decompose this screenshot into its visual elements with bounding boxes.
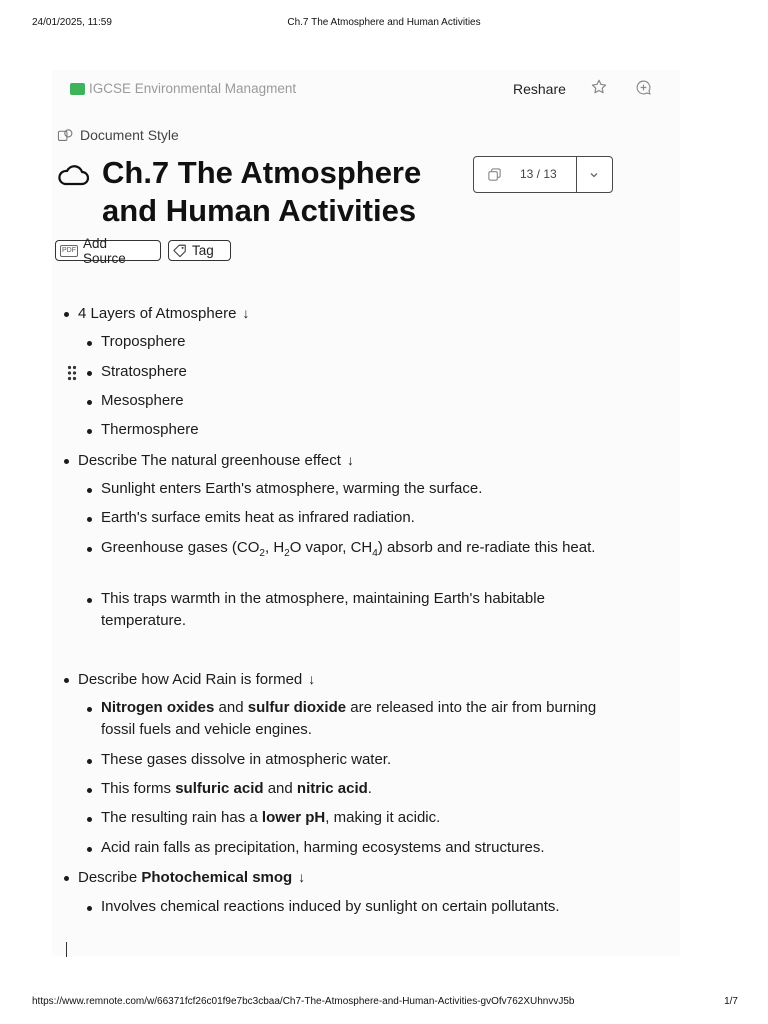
item-text: Sunlight enters Earth's atmosphere, warming the surface. <box>101 480 483 497</box>
text-run: are released into the air from burning fossil fuels and vehicle engines. <box>101 699 597 738</box>
chevron-down-icon[interactable] <box>588 169 600 181</box>
folder-icon <box>70 83 85 95</box>
bullet[interactable] <box>87 400 92 405</box>
top-bar <box>52 70 680 108</box>
reshare-button[interactable]: Reshare <box>513 81 566 97</box>
item-text: Earth's surface emits heat as infrared radiation. <box>101 509 415 526</box>
text-run: , H <box>264 539 285 556</box>
print-date: 24/01/2025, 11:59 <box>32 17 112 28</box>
text-run: This forms <box>101 780 176 797</box>
bullet[interactable] <box>87 598 92 603</box>
text-run: . <box>367 780 372 797</box>
tag-icon <box>173 244 187 257</box>
print-url: https://www.remnote.com/w/66371fcf26c01f9e7bc3cbaa/Ch7-The-Atmosphere-and-Human-Activities-gvOfv762XUhnvvJ5b <box>32 996 575 1007</box>
text-run: and <box>214 699 248 716</box>
bold-text: sulfuric acid <box>175 780 264 797</box>
tag-button[interactable] <box>168 240 231 261</box>
text-cursor <box>66 942 67 957</box>
item-text: This traps warmth in the atmosphere, maintaining Earth's habitable temperature. <box>101 590 545 629</box>
bullet[interactable] <box>87 906 92 911</box>
text-run: ) absorb and re-radiate this heat. <box>377 539 596 556</box>
bullet[interactable] <box>87 371 92 376</box>
star-icon[interactable] <box>590 78 608 96</box>
arrow-down-icon[interactable]: ↓ <box>242 305 250 321</box>
item-text: These gases dissolve in atmospheric water. <box>101 751 392 768</box>
item-text <box>101 778 611 800</box>
bullet[interactable] <box>64 678 69 683</box>
arrow-down-icon[interactable]: ↓ <box>298 869 306 885</box>
item-text <box>101 697 611 741</box>
bullet[interactable] <box>87 759 92 764</box>
item-text: Troposphere <box>101 333 186 350</box>
bold-text: lower pH <box>261 809 326 826</box>
tag-label: Tag <box>192 243 214 258</box>
bullet[interactable] <box>87 707 92 712</box>
subscript: 4 <box>372 548 378 559</box>
text-run: O vapor, CH <box>289 539 373 556</box>
subscript: 2 <box>284 548 290 559</box>
print-header <box>0 17 768 31</box>
add-source-label: Add Source <box>83 235 126 266</box>
print-page-number: 1/7 <box>724 996 738 1007</box>
document-style-label: Document Style <box>80 127 179 143</box>
add-comment-icon[interactable] <box>635 79 652 96</box>
item-text: Stratosphere <box>101 363 187 380</box>
breadcrumb-label: IGCSE Environmental Managment <box>89 81 297 96</box>
bullet[interactable] <box>64 459 69 464</box>
drag-handle-icon[interactable] <box>67 365 77 381</box>
bullet[interactable] <box>87 817 92 822</box>
pdf-icon: PDF <box>60 245 78 257</box>
text-run: The resulting rain has a <box>101 809 262 826</box>
item-text: Mesosphere <box>101 392 184 409</box>
bullet[interactable] <box>87 547 92 552</box>
cloud-icon <box>56 163 90 187</box>
page-count: 13 / 13 <box>520 167 557 181</box>
text-run: and <box>263 780 297 797</box>
bullet[interactable] <box>87 341 92 346</box>
breadcrumb[interactable] <box>70 81 296 96</box>
bold-text: sulfur dioxide <box>247 699 347 716</box>
document-page <box>52 70 680 956</box>
bold-text: nitric acid <box>296 780 368 797</box>
document-style-icon <box>57 128 74 143</box>
bold-text: Photochemical smog <box>141 869 293 886</box>
bullet[interactable] <box>87 517 92 522</box>
arrow-down-icon[interactable]: ↓ <box>346 452 354 468</box>
arrow-down-icon[interactable]: ↓ <box>308 671 316 687</box>
bullet[interactable] <box>87 847 92 852</box>
item-text <box>101 537 611 565</box>
item-text: Involves chemical reactions induced by sunlight on certain pollutants. <box>101 898 560 915</box>
pages-icon <box>487 167 502 182</box>
item-text <box>101 807 611 829</box>
print-title: Ch.7 The Atmosphere and Human Activities <box>287 17 481 28</box>
item-text: Acid rain falls as precipitation, harming ecosystems and structures. <box>101 839 545 856</box>
document-style-toggle[interactable] <box>57 127 179 143</box>
item-text: Thermosphere <box>101 421 199 438</box>
bullet[interactable] <box>87 429 92 434</box>
pager-divider <box>576 157 577 192</box>
add-source-button[interactable] <box>55 235 161 266</box>
bullet[interactable] <box>64 312 69 317</box>
text-run: , making it acidic. <box>325 809 441 826</box>
bullet[interactable] <box>87 788 92 793</box>
bullet[interactable] <box>87 488 92 493</box>
bold-text: Nitrogen oxides <box>101 699 215 716</box>
item-text: Describe The natural greenhouse effect <box>78 452 341 469</box>
text-run: Describe <box>78 869 142 886</box>
page-navigator[interactable] <box>473 156 613 193</box>
text-run: Greenhouse gases (CO <box>101 539 260 556</box>
item-text: 4 Layers of Atmosphere <box>78 305 237 322</box>
bullet[interactable] <box>64 876 69 881</box>
item-text: Describe how Acid Rain is formed <box>78 671 303 688</box>
subscript: 2 <box>259 548 265 559</box>
page-title: Ch.7 The Atmosphere and Human Activities <box>102 155 422 228</box>
